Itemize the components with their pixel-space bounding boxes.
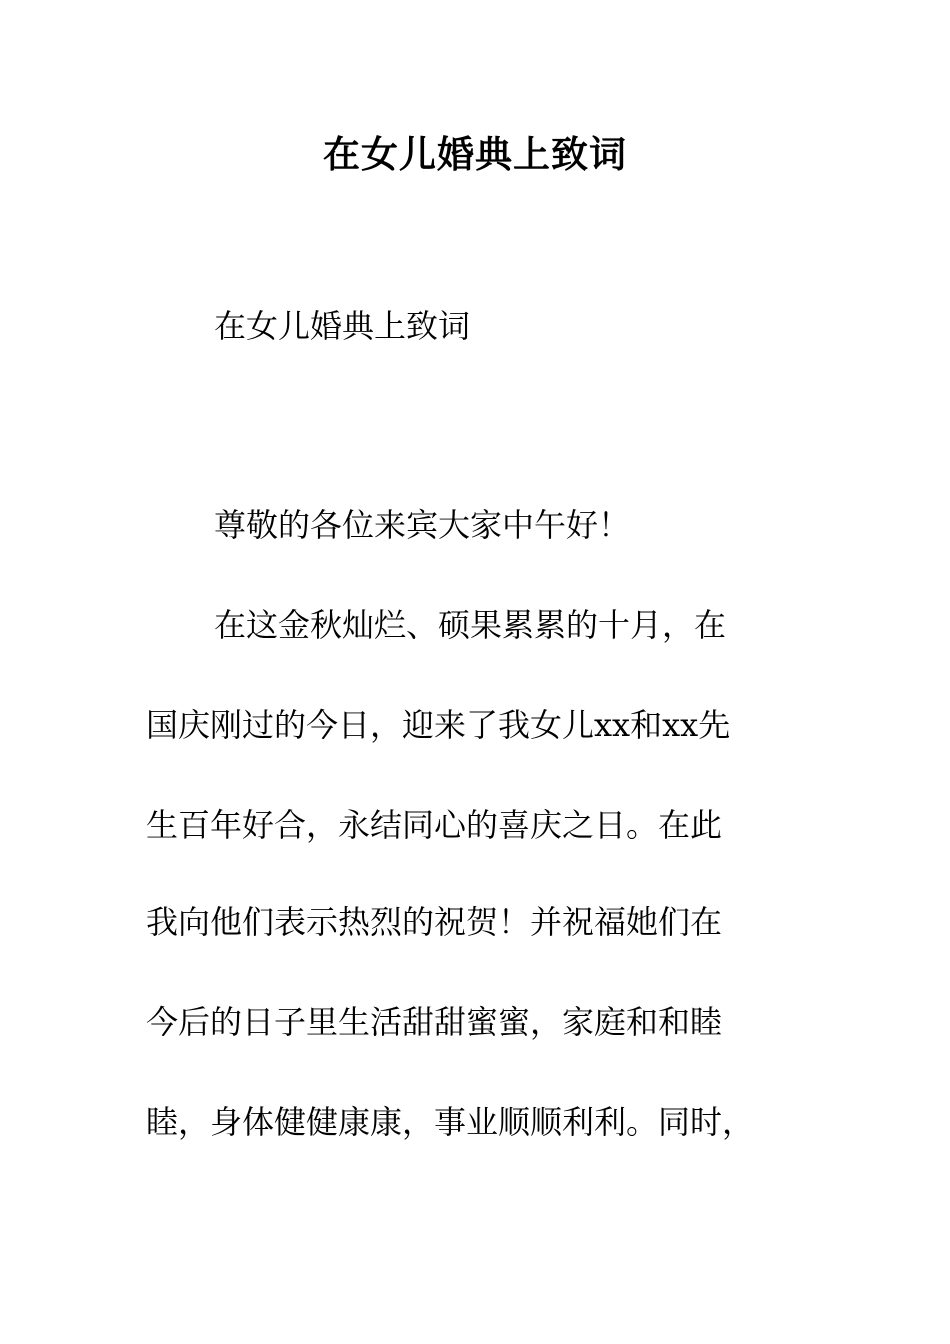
paragraph-line-2: 国庆刚过的今日，迎来了我女儿xx和xx先 — [146, 706, 731, 744]
paragraph-line-1: 在这金秋灿烂、硕果累累的十月，在 — [214, 606, 727, 644]
paragraph-line-6: 睦，身体健健康康，事业顺顺利利。同时， — [146, 1103, 755, 1141]
paragraph-line-3: 生百年好合，永结同心的喜庆之日。在此 — [146, 806, 723, 844]
document-subtitle: 在女儿婚典上致词 — [214, 307, 471, 345]
paragraph-line-4: 我向他们表示热烈的祝贺！并祝福她们在 — [146, 903, 723, 941]
page-title: 在女儿婚典上致词 — [323, 132, 627, 176]
paragraph-line-5: 今后的日子里生活甜甜蜜蜜，家庭和和睦 — [146, 1003, 723, 1041]
greeting-line: 尊敬的各位来宾大家中午好！ — [214, 506, 631, 544]
